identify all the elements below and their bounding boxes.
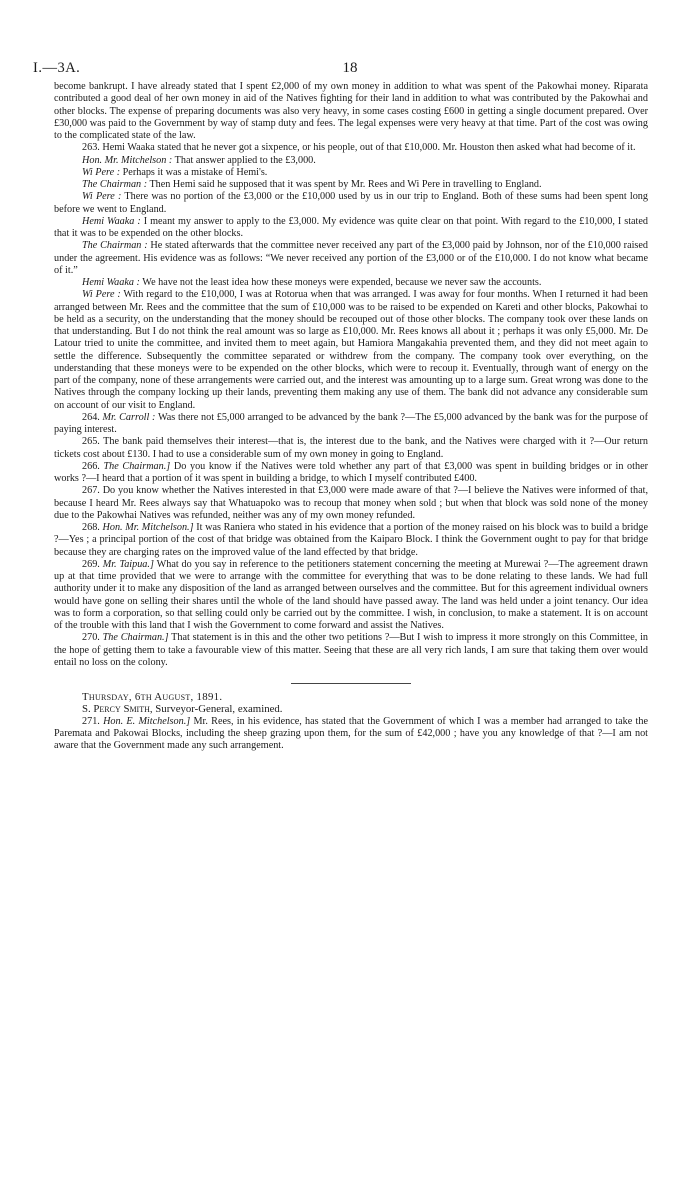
questioner: The Chairman.] bbox=[102, 632, 169, 644]
speaker-name: Wi Pere : bbox=[82, 166, 121, 178]
question-268 bbox=[54, 522, 648, 559]
speaker-text: With regard to the £10,000, I was at Rotorua when that was arranged. I was away for four months. When I returned it had been arranged between Mr. Rees and the committee that the sum of £10,000 was to be raised to be expended on Kareti and other blocks, Pakowhai to be held as a security, on the understanding that the money should be recouped out of those other blocks. The company took over these lands on that understanding. But I do not think the real amount was so large as £10,000. Mr. Rees knows all about it ; perhaps it was only £5,000. Mr. De Latour tried to unite the committee, and invited them to meet again, but Hamiora Mangakahia prevented them, and they did not meet again to settle the difference. Subsequently the committee separated or withdrew from the company. The company took over everything, on the understanding that these moneys were to be expended on the other blocks, which were to recoup it. Eventually, through want of energy on the part of the company, none of these arrangements were carried out, and the interest was amounting up to a large sum. Great wrong was done to the Natives through the company locking up their lands, preventing them making any use of them. The bank did not advance any considerable sum on account of our visit to England. bbox=[54, 289, 648, 411]
speaker-name: Hon. Mr. Mitchelson : bbox=[82, 154, 173, 166]
speaker-turn bbox=[54, 167, 648, 179]
session-date: Thursday, 6th August, 1891. bbox=[82, 691, 223, 703]
speaker-turn bbox=[54, 216, 648, 241]
question-267: 267. Do you know whether the Natives interested in that £3,000 were made aware of that ?—I believe the Natives were informed of that, because I heard Mr. Rees always say that Whatuapoko was to recoup that money when sold ; but when that block was sold none of the money due to the Pakowhai Natives was refunded, neither was any of my own money refunded. bbox=[54, 485, 648, 521]
question-text: Mr. Rees, in his evidence, has stated that the Government of which I was a member had arranged to take the Paremata and Pakowai Blocks, including the sheep grazing upon them, for the sum of £42,000 ; have you any knowledge of that ?—I am not aware that the Government made any such arrangement. bbox=[54, 715, 648, 751]
speaker-text: Then Hemi said he supposed that it was spent by Mr. Rees and Wi Pere in travelling to England. bbox=[147, 179, 542, 190]
speaker-turn bbox=[54, 277, 648, 289]
questioner: Mr. Taipua.] bbox=[102, 558, 154, 570]
speaker-text: He stated afterwards that the committee never received any part of the £3,000 paid by Johnson, nor of the £10,000 raised under the agreement. His evidence was as follows: “We never received any portion of the £3,000 or of the £10,000. I do not know what became of it.” bbox=[54, 240, 648, 276]
question-text: It was Raniera who stated in his evidence that a portion of the money raised on his block was to build a bridge ?—Yes ; a principal portion of the cost of that bridge was obtained from the Kaiparo Block. I think the Government ought to pay for that bridge because they are charging rates on the improved value of the land effected by that bridge. bbox=[54, 522, 648, 558]
document-body bbox=[54, 81, 648, 752]
speaker-name: Hemi Waaka : bbox=[82, 215, 141, 227]
speaker-turn bbox=[54, 179, 648, 191]
speaker-text: That answer applied to the £3,000. bbox=[172, 154, 316, 166]
page-number: 18 bbox=[342, 60, 358, 76]
witness-name: S. Percy Smith, bbox=[82, 703, 153, 716]
speaker-name: Wi Pere : bbox=[82, 289, 121, 301]
question-text: Was there not £5,000 arranged to be advanced by the bank ?—The £5,000 advanced by the bank was for the purpose of paying interest. bbox=[54, 411, 648, 435]
question-263: 263. Hemi Waaka stated that he never got a sixpence, or his people, out of that £10,000. Mr. Houston then asked what had become of it. bbox=[82, 142, 636, 154]
questioner: The Chairman.] bbox=[103, 460, 171, 472]
speaker-text: I meant my answer to apply to the £3,000. My evidence was quite clear on that point. With regard to the £10,000, I stated that it was to be expended on the other blocks. bbox=[54, 215, 648, 239]
question-266 bbox=[54, 461, 648, 486]
speaker-name: Wi Pere : bbox=[82, 191, 122, 203]
question-264 bbox=[54, 412, 648, 437]
question-number: 264. bbox=[82, 411, 100, 423]
running-head bbox=[33, 60, 667, 80]
paper-reference: I.—3A. bbox=[33, 60, 81, 76]
question-number: 268. bbox=[82, 522, 100, 533]
questioner: Hon. E. Mitchelson.] bbox=[103, 715, 191, 727]
question-271 bbox=[54, 716, 648, 753]
question-text: That statement is in this and the other two petitions ?—But I wish to impress it more strongly on this Committee, in the hope of getting them to take a favourable view of this matter. Seeing that these are all very rich lands, I am sure that taking them over would entail no loss on the colony. bbox=[54, 632, 648, 668]
speaker-turn bbox=[54, 155, 648, 167]
speaker-name: Hemi Waaka : bbox=[82, 277, 140, 288]
question-number: 266. bbox=[82, 460, 100, 472]
questioner: Hon. Mr. Mitchelson.] bbox=[102, 522, 194, 533]
question-number: 269. bbox=[82, 558, 100, 570]
paragraph-continued: become bankrupt. I have already stated that I spent £2,000 of my own money in addition to what was spent of the Pakowhai money. Riparata contributed a good deal of her own money in aid of the Natives fighting for their land in addition to what was contributed by the Pakowhai and other blocks. The expense of preparing documents was also very heavy, in some cases costing £600 in getting a single document prepared. Over £30,000 was paid to the Government by way of stamp duty and fees. The legal expenses were very heavy at that time. Part of the cost was owing to the complicated state of the law. bbox=[54, 81, 648, 141]
question-270 bbox=[54, 632, 648, 669]
speaker-turn bbox=[54, 191, 648, 216]
witness-line bbox=[54, 703, 648, 715]
question-number: 271. bbox=[82, 715, 100, 727]
speaker-text: Perhaps it was a mistake of Hemi's. bbox=[120, 166, 268, 178]
question-265: 265. The bank paid themselves their interest—that is, the interest due to the bank, and the Natives were charged with it ?—Our return tickets cost about £130. I had to use a considerable sum of my own money in going to England. bbox=[54, 436, 648, 460]
speaker-turn bbox=[54, 289, 648, 412]
question-text: Do you know if the Natives were told whether any part of that £3,000 was spent in building bridges or in other works ?—I heard that a portion of it was spent in building a bridge, to which I myself contributed £400. bbox=[54, 460, 648, 484]
speaker-name: The Chairman : bbox=[82, 240, 148, 252]
section-divider bbox=[291, 683, 411, 684]
witness-role: Surveyor-General, examined. bbox=[152, 703, 283, 716]
speaker-name: The Chairman : bbox=[82, 179, 148, 190]
question-number: 270. bbox=[82, 632, 100, 644]
questioner: Mr. Carroll : bbox=[102, 411, 156, 423]
question-269 bbox=[54, 559, 648, 633]
speaker-text: There was no portion of the £3,000 or the £10,000 used by us in our trip to England. Both of these sums had been spent long before we went to England. bbox=[54, 191, 648, 215]
speaker-text: We have not the least idea how these moneys were expended, because we never saw the accounts. bbox=[139, 277, 542, 288]
speaker-turn bbox=[54, 240, 648, 277]
question-text: What do you say in reference to the petitioners statement concerning the meeting at Murewai ?—The agreement drawn up at that time provided that we were to arrange with the committee for everything that was to be done relating to these lands. We had full authority under it to make any disposition of the land as arranged between ourselves and the committee. But for this agreement individual owners would have gone on selling their shares until the whole of the land should have passed away. The land was held under a joint tenancy. Our idea was to form a corporation, so that selling could only be carried out by the committee. I wish, in conclusion, to make a statement. It is on account of the trouble with this land that I wish the Government to come forward and assist the Natives. bbox=[54, 558, 649, 631]
